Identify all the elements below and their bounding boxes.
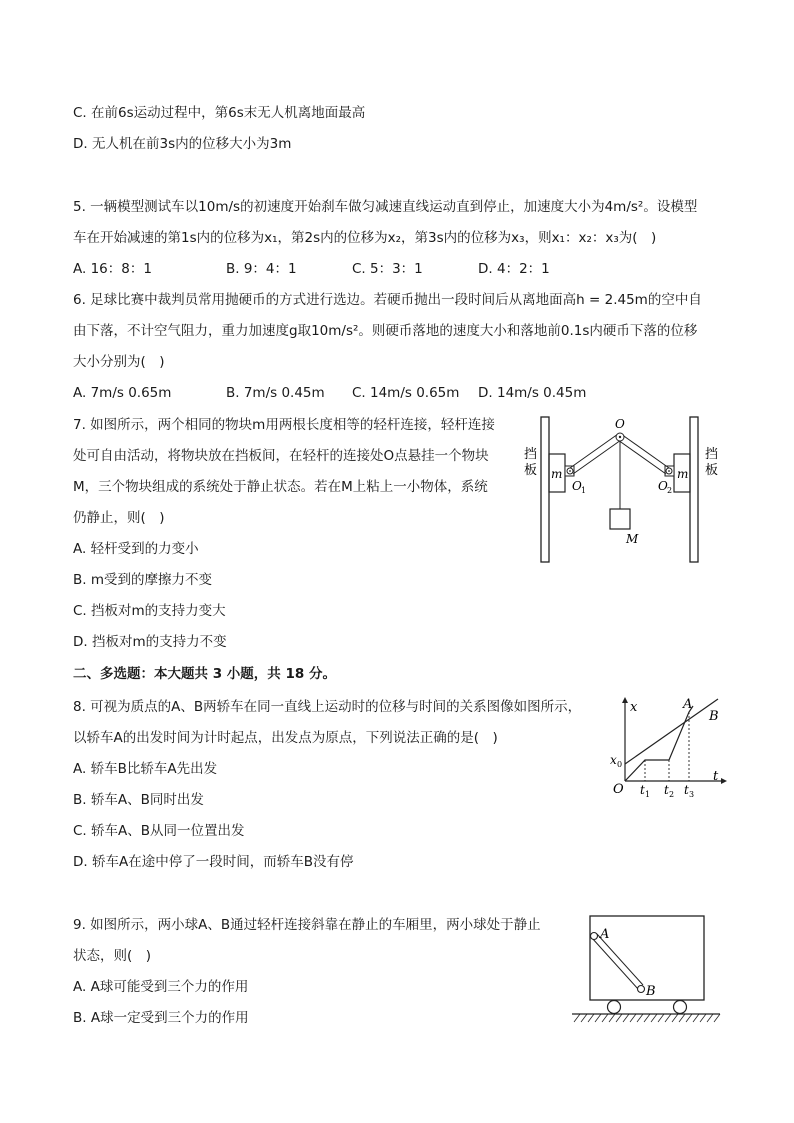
q7-stem-line2: 处可自由活动，将物块放在挡板间，在轻杆的连接处O点悬挂一个物块 [73,448,489,464]
right-board-label-1: 挡 [705,447,719,462]
label-O: O [615,417,625,431]
q5-option-b: B. 9：4：1 [226,261,297,277]
wheel-left [608,1001,621,1014]
q5-option-d: D. 4：2：1 [478,261,550,277]
right-board [690,417,698,562]
q8-figure [605,693,730,803]
q8-option-d: D. 轿车A在途中停了一段时间，而轿车B没有停 [73,854,354,870]
left-board-label-1: 挡 [524,447,538,462]
label-t1-sub: 1 [645,790,651,799]
q5-stem-line1: 5. 一辆模型测试车以10m/s的初速度开始刹车做匀减速直线运动直到停止，加速度大小为4m/s²。设模型 [73,199,698,215]
label-t2: t [664,783,669,797]
q6-option-a: A. 7m/s 0.65m [73,385,172,401]
q6-option-b: B. 7m/s 0.45m [226,385,325,401]
q8-option-b: B. 轿车A、B同时出发 [73,792,204,808]
q9-figure [568,910,723,1025]
q6-option-d: D. 14m/s 0.45m [478,385,587,401]
label-t2-sub: 2 [669,790,675,799]
q8-stem-line1: 8. 可视为质点的A、B两轿车在同一直线上运动时的位移与时间的关系图像如图所示， [73,699,582,715]
label-t1: t [640,783,645,797]
q7-option-a: A. 轻杆受到的力变小 [73,541,199,557]
q7-figure [520,412,730,567]
label-m-right: m [677,467,689,481]
label-O2-sub: 2 [667,486,673,495]
label-m-left: m [551,467,563,481]
q7-stem-line3: M，三个物块组成的系统处于静止状态。若在M上粘上一小物体，系统 [73,479,488,495]
q9-stem-line2: 状态，则( ) [73,948,152,964]
label-M: M [626,532,639,546]
left-board-label-2: 板 [524,463,538,478]
label-O1-sub: 1 [581,486,587,495]
label-t3: t [684,783,689,797]
label-t3-sub: 3 [689,790,695,799]
q8-stem-line2: 以轿车A的出发时间为计时起点，出发点为原点，下列说法正确的是( ) [73,730,498,746]
q7-option-d: D. 挡板对m的支持力不变 [73,634,227,650]
q9-stem-line1: 9. 如图所示，两小球A、B通过轻杆连接斜靠在静止的车厢里，两小球处于静止 [73,917,541,933]
q5-option-c: C. 5：3：1 [352,261,423,277]
q5-stem-line2: 车在开始减速的第1s内的位移为x₁，第2s内的位移为x₂，第3s内的位移为x₃，则x₁：x₂：x₃为( ) [73,230,657,246]
label-B: B [646,984,656,999]
q9-option-a: A. A球可能受到三个力的作用 [73,979,249,995]
q7-stem-line1: 7. 如图所示，两个相同的物块m用两根长度相等的轻杆连接，轻杆连接 [73,417,495,433]
hanging-block-M [610,509,630,529]
left-board [541,417,549,562]
q7-option-c: C. 挡板对m的支持力变大 [73,603,226,619]
label-x0-sub: 0 [617,760,623,769]
q4-option-d: D. 无人机在前3s内的位移大小为3m [73,136,292,152]
q7-stem-line4: 仍静止，则( ) [73,510,165,526]
t-axis-label: t [713,769,719,784]
label-O1: O [572,479,582,493]
ball-A [591,933,598,940]
q6-stem-line1: 6. 足球比赛中裁判员常用抛硬币的方式进行选边。若硬币抛出一段时间后从离地面高h = 2.45m的空中自 [73,292,702,308]
q6-stem-line3: 大小分别为( ) [73,354,165,370]
q8-option-c: C. 轿车A、B从同一位置出发 [73,823,245,839]
q7-option-b: B. m受到的摩擦力不变 [73,572,212,588]
x-axis-label: x [630,700,638,715]
label-x0: x [610,753,617,767]
label-A: A [683,697,693,712]
label-A: A [600,927,610,942]
ball-B [638,986,645,993]
q9-option-b: B. A球一定受到三个力的作用 [73,1010,249,1026]
q6-stem-line2: 由下落，不计空气阻力，重力加速度g取10m/s²。则硬币落地的速度大小和落地前0.1s内硬币下落的位移 [73,323,698,339]
section-2-heading: 二、多选题：本大题共 3 小题，共 18 分。 [73,666,336,682]
q4-option-c: C. 在前6s运动过程中，第6s末无人机离地面最高 [73,105,366,121]
line-A [625,706,693,781]
label-O2: O [658,479,668,493]
q6-option-c: C. 14m/s 0.65m [352,385,460,401]
q5-option-a: A. 16：8：1 [73,261,152,277]
q8-option-a: A. 轿车B比轿车A先出发 [73,761,218,777]
origin-label: O [613,782,624,797]
label-B: B [709,709,719,724]
right-board-label-2: 板 [705,463,719,478]
wheel-right [674,1001,687,1014]
